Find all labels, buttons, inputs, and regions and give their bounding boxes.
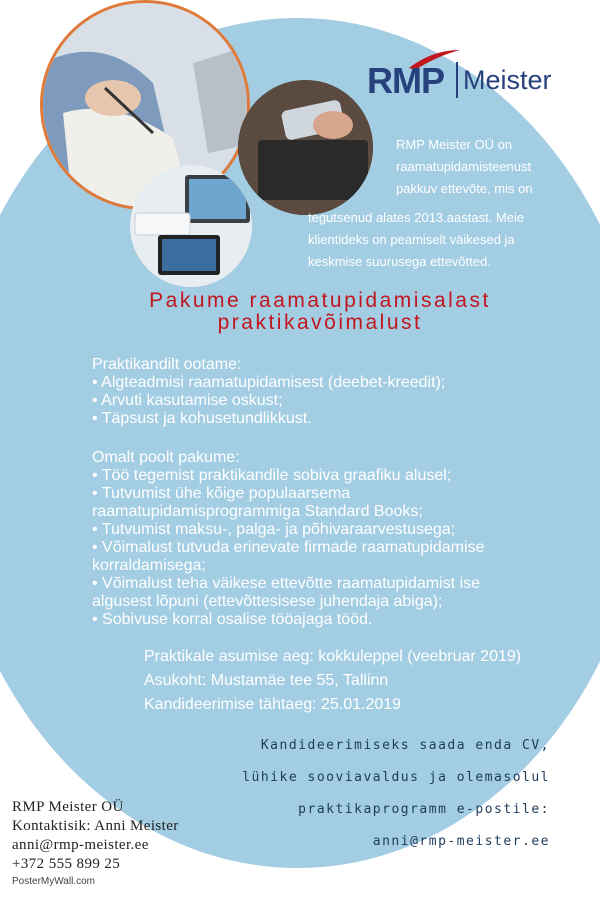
application-instructions <box>200 730 550 858</box>
requirement-item: • Algteadmisi raamatupidamisest (deebet-kreedit); <box>92 374 446 391</box>
headline-line-1: Pakume raamatupidamisalast <box>149 289 491 312</box>
watermark: PosterMyWall.com <box>12 876 95 887</box>
contact-person: Kontaktisik: Anni Meister <box>12 818 179 834</box>
offer-item: • Võimalust tutvuda erinevate firmade raamatupidamise korraldamisega; <box>92 539 485 574</box>
contact-phone[interactable]: +372 555 899 25 <box>12 856 121 872</box>
offer-item: • Töö tegemist praktikandile sobiva graafiku alusel; <box>92 467 452 484</box>
requirement-item: • Täpsust ja kohusetundlikkust. <box>92 410 312 427</box>
contact-company: RMP Meister OÜ <box>12 799 124 815</box>
headline <box>70 290 570 334</box>
offer-item: • Võimalust teha väikese ettevõtte raamatupidamist ise algusest lõpuni (ettevõttesisese juhendaja abiga); <box>92 575 481 610</box>
intro-text-part-1 <box>396 134 576 200</box>
logo-rmp-text: RMP <box>367 60 444 101</box>
practice-details <box>144 645 584 717</box>
offer-item: • Tutvumist maksu-, palga- ja põhivaraarvestusega; <box>92 521 456 538</box>
offer-item: • Sobivuse korral osalise tööajaga tööd. <box>92 611 373 628</box>
apply-email-link[interactable]: anni@rmp-meister.ee <box>372 834 550 849</box>
requirements-section <box>92 356 562 428</box>
offer-item: • Tutvumist ühe kõige populaarsema raamatupidamisprogrammiga Standard Books; <box>92 485 423 520</box>
location: Asukoht: Mustamäe tee 55, Tallinn <box>144 672 389 689</box>
logo-divider <box>456 62 458 98</box>
apply-line: Kandideerimiseks saada enda CV, <box>260 738 550 753</box>
company-logo <box>367 48 552 108</box>
photo-laptop-tablet <box>130 165 252 287</box>
headline-line-2: praktikavõimalust <box>217 311 423 334</box>
intro-line: raamatupidamisteenust <box>396 159 532 174</box>
requirements-heading: Praktikandilt ootame: <box>92 356 242 373</box>
intro-line: RMP Meister OÜ on <box>396 137 513 152</box>
contact-block <box>12 798 179 874</box>
intro-line: pakkuv ettevõte, mis on <box>396 181 533 196</box>
offer-heading: Omalt poolt pakume: <box>92 449 240 466</box>
application-deadline: Kandideerimise tähtaeg: 25.01.2019 <box>144 696 402 713</box>
intro-line: keskmise suurusega ettevõtted. <box>308 254 491 269</box>
offer-section <box>92 449 562 629</box>
intro-line: tegutsenud alates 2013.aastast. Meie <box>308 210 525 225</box>
requirement-item: • Arvuti kasutamise oskust; <box>92 392 283 409</box>
contact-email[interactable]: anni@rmp-meister.ee <box>12 837 149 853</box>
logo-meister-text: Meister <box>463 65 552 95</box>
intro-line: klientideks on peamiselt väikesed ja <box>308 232 515 247</box>
apply-line: lühike sooviavaldus ja olemasolul <box>242 770 550 785</box>
start-date: Praktikale asumise aeg: kokkuleppel (veebruar 2019) <box>144 648 522 665</box>
photo-phone-hand <box>238 80 373 215</box>
apply-line: praktikaprogramm e-postile: <box>298 802 550 817</box>
intro-text-part-2 <box>308 207 598 273</box>
